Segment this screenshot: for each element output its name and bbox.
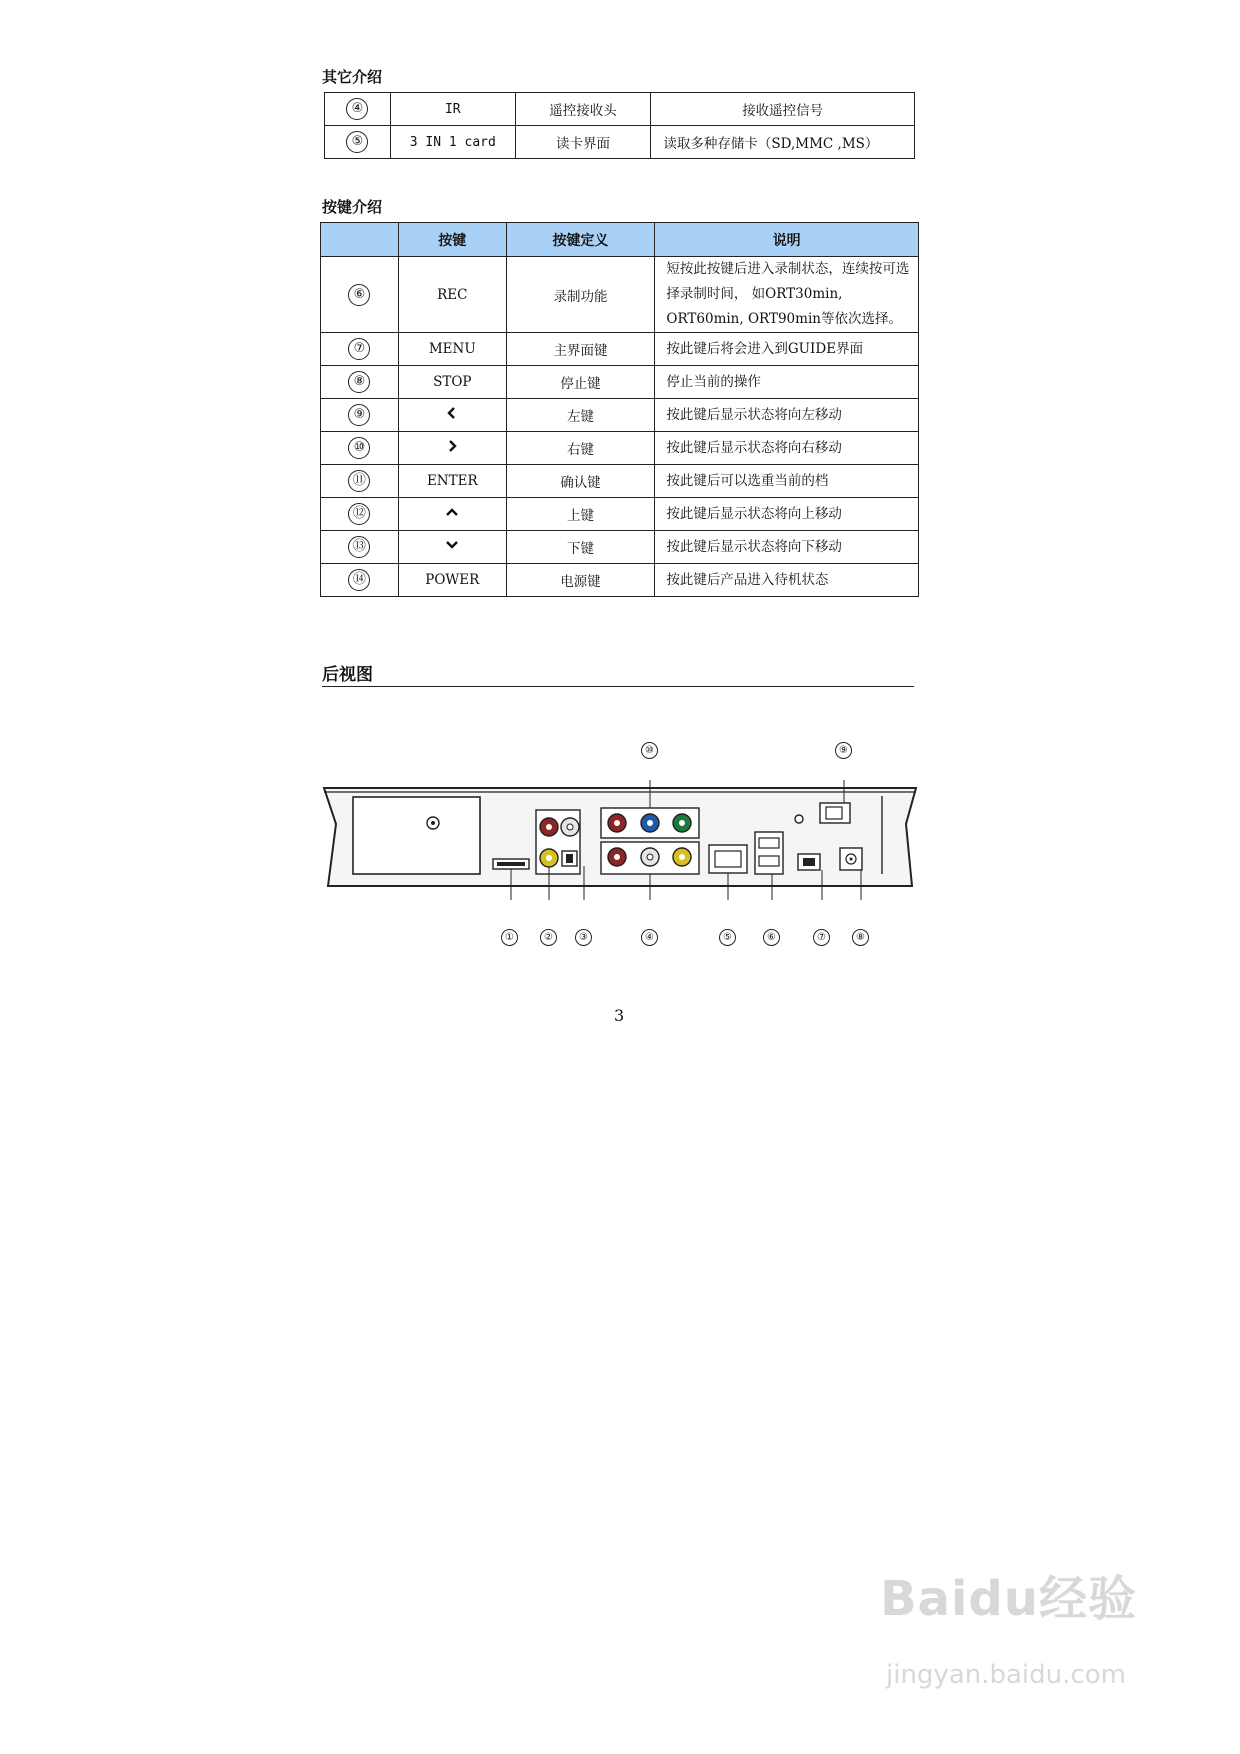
callout-4: ④	[641, 925, 658, 946]
header-blank	[321, 223, 399, 257]
key-definition: 电源键	[506, 564, 655, 597]
key-description: 停止当前的操作	[655, 366, 919, 399]
component-description: 读取多种存储卡（SD,MMC ,MS）	[651, 126, 915, 159]
header-definition: 按键定义	[506, 223, 655, 257]
table-row	[321, 257, 919, 333]
row-number: ⑩	[348, 437, 370, 459]
keys-table	[320, 222, 919, 597]
key-description: 按此键后产品进入待机状态	[655, 564, 919, 597]
callout-10: ⑩	[641, 738, 658, 759]
key-name: ENTER	[398, 465, 506, 498]
key-name: REC	[398, 257, 506, 333]
callout-6: ⑥	[763, 925, 780, 946]
keys-section-title: 按键介绍	[322, 198, 383, 216]
table-row	[321, 366, 919, 399]
callout-2: ②	[540, 925, 557, 946]
key-definition: 确认键	[506, 465, 655, 498]
key-description: 按此键后显示状态将向左移动	[655, 399, 919, 432]
rear-view-divider	[322, 686, 914, 687]
table-row	[321, 531, 919, 564]
other-table	[324, 92, 915, 159]
key-description: 短按此按键后进入录制状态，连续按可选择录制时间， 如ORT30min, ORT60min, ORT90min等依次选择。	[655, 257, 919, 333]
header-key: 按键	[398, 223, 506, 257]
callout-5: ⑤	[719, 925, 736, 946]
rear-panel-diagram	[320, 780, 920, 900]
component-name: 3 IN 1 card	[390, 126, 515, 159]
key-name: MENU	[398, 333, 506, 366]
chevron-down-icon	[445, 538, 459, 552]
component-description: 接收遥控信号	[651, 93, 915, 126]
key-definition: 左键	[506, 399, 655, 432]
component-function: 遥控接收头	[515, 93, 651, 126]
row-number: ⑤	[346, 131, 368, 153]
row-number: ⑥	[348, 284, 370, 306]
row-number: ④	[346, 98, 368, 120]
key-definition: 右键	[506, 432, 655, 465]
header-description: 说明	[655, 223, 919, 257]
table-row	[321, 564, 919, 597]
row-number: ⑬	[348, 536, 370, 558]
key-name: STOP	[398, 366, 506, 399]
key-description: 按此键后显示状态将向下移动	[655, 531, 919, 564]
table-row	[321, 465, 919, 498]
key-description: 按此键后将会进入到GUIDE界面	[655, 333, 919, 366]
key-name: POWER	[398, 564, 506, 597]
chevron-up-icon	[445, 505, 459, 519]
key-definition: 主界面键	[506, 333, 655, 366]
key-description: 按此键后显示状态将向右移动	[655, 432, 919, 465]
callout-9: ⑨	[835, 738, 852, 759]
callout-7: ⑦	[813, 925, 830, 946]
table-row	[321, 399, 919, 432]
key-definition: 录制功能	[506, 257, 655, 333]
component-name: IR	[390, 93, 515, 126]
rear-view-title: 后视图	[322, 665, 373, 685]
chevron-left-icon	[445, 406, 459, 420]
key-definition: 上键	[506, 498, 655, 531]
component-function: 读卡界面	[515, 126, 651, 159]
key-description: 按此键后可以选重当前的档	[655, 465, 919, 498]
table-row	[321, 498, 919, 531]
row-number: ⑧	[348, 371, 370, 393]
table-row	[321, 333, 919, 366]
row-number: ⑦	[348, 338, 370, 360]
row-number: ⑪	[348, 470, 370, 492]
callout-8: ⑧	[852, 925, 869, 946]
key-description: 按此键后显示状态将向上移动	[655, 498, 919, 531]
table-row	[325, 126, 915, 159]
row-number: ⑭	[348, 569, 370, 591]
other-section-title: 其它介绍	[322, 68, 383, 86]
row-number: ⑫	[348, 503, 370, 525]
callout-3: ③	[575, 925, 592, 946]
table-row	[321, 432, 919, 465]
callout-1: ①	[501, 925, 518, 946]
table-header-row	[321, 223, 919, 257]
key-definition: 下键	[506, 531, 655, 564]
watermark-url: jingyan.baidu.com	[886, 1660, 1126, 1690]
key-definition: 停止键	[506, 366, 655, 399]
page-number: 3	[614, 1006, 625, 1025]
watermark-brand: Baidu经验	[880, 1571, 1137, 1627]
row-number: ⑨	[348, 404, 370, 426]
table-row	[325, 93, 915, 126]
chevron-right-icon	[445, 439, 459, 453]
